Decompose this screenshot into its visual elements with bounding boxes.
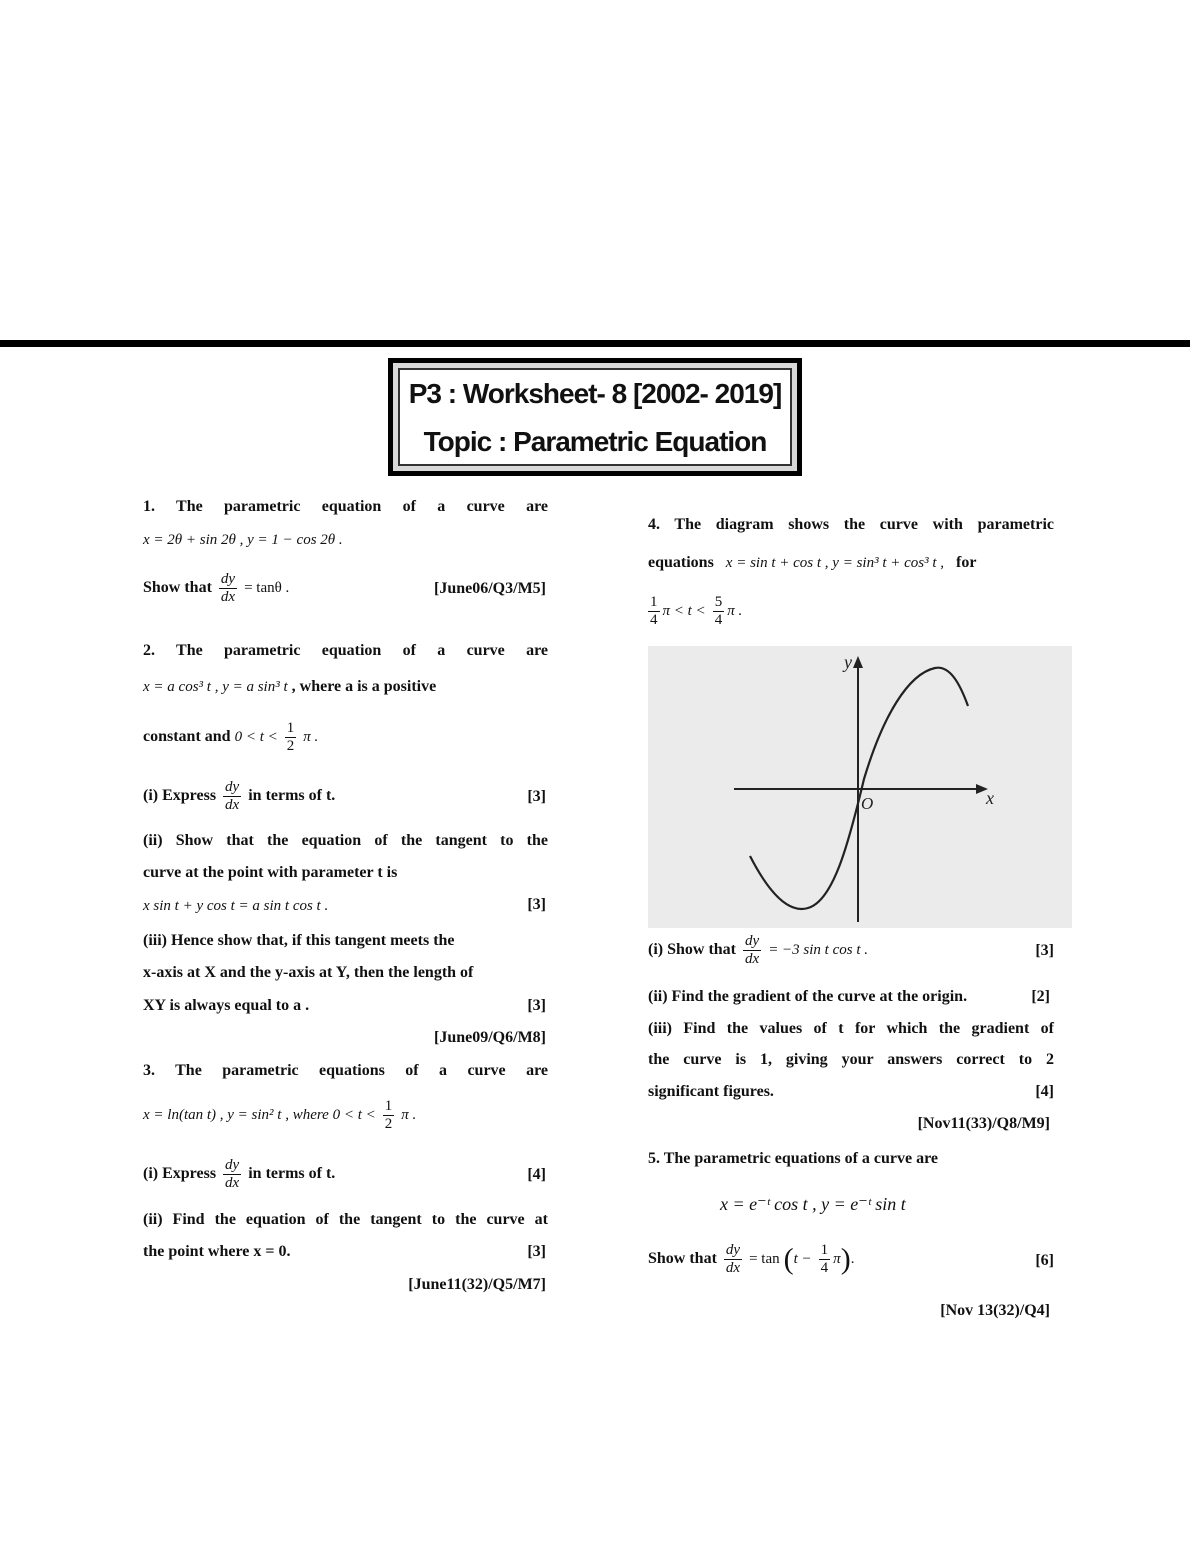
q4-part-i-marks: [3] (1035, 942, 1054, 959)
q4-part-i-derivative: $\frac{dy}{dx}$ (745, 932, 760, 967)
q4-intro: 4. The diagram shows the curve with parametric (648, 516, 1054, 533)
q2-equation-line (143, 678, 548, 696)
q2-tangent-equation: x sin t + y cos t = a sin t cos t . (143, 898, 329, 914)
q3-part-i-tail: in terms of t. (248, 1165, 336, 1182)
q1-reference: [June06/Q3/M5] (434, 580, 546, 597)
q2-part-iii-line2: x-axis at X and the y-axis at Y, then the length of (143, 964, 474, 981)
q5-open-paren: ( (783, 1242, 794, 1276)
q3-equation-line (143, 1096, 416, 1134)
q2-where: , where a is a positive (291, 678, 437, 695)
q4-part-ii: (ii) Find the gradient of the curve at the origin. (648, 988, 968, 1005)
q3-part-ii-line1: (ii) Find the equation of the tangent to the curve at (143, 1211, 548, 1228)
q4-range-mid: π < t < (662, 603, 706, 619)
q5-inner-t: t − (793, 1251, 812, 1267)
q5-rhs-pre: = tan (749, 1251, 780, 1267)
q3-part-i-label: (i) Express (143, 1165, 217, 1182)
origin-label: O (861, 794, 874, 813)
q1-equation: x = 2θ + sin 2θ , y = 1 − cos 2θ . (143, 532, 343, 548)
worksheet-title: P3 : Worksheet- 8 [2002- 2019] (408, 378, 782, 409)
q2-part-iii-line1: (iii) Hence show that, if this tangent meets the (143, 932, 455, 949)
q2-constant-label: constant and (143, 728, 231, 745)
q2-part-ii-line1: (ii) Show that the equation of the tangent to the (143, 832, 548, 849)
q5-reference: [Nov 13(32)/Q4] (940, 1302, 1050, 1319)
q4-for: for (956, 554, 977, 571)
top-rule (0, 340, 1190, 347)
q5-equation: x = e⁻ᵗ cos t , y = e⁻ᵗ sin t (720, 1194, 906, 1214)
q3-part-i (143, 1156, 335, 1192)
q3-reference: [June11(32)/Q5/M7] (408, 1276, 546, 1293)
y-axis-arrow (853, 656, 863, 668)
q2-part-i-label: (i) Express (143, 787, 217, 804)
q4-range-line (648, 592, 742, 630)
q4-range-quarter: $\frac{1}{4}$ (650, 593, 658, 628)
q1-show-label: Show that (143, 579, 212, 596)
q2-part-i-derivative: $\frac{dy}{dx}$ (225, 778, 240, 813)
title-box (388, 358, 802, 476)
q3-equation: x = ln(tan t) , y = sin² t , where 0 < t < (143, 1107, 376, 1123)
q4-part-ii-marks: [2] (1031, 988, 1050, 1005)
curve-diagram (648, 646, 1072, 928)
q4-part-iii-line1: (iii) Find the values of t for which the gradient of (648, 1020, 1054, 1037)
q2-part-ii-line2: curve at the point with parameter t is (143, 864, 398, 881)
q3-half: $\frac{1}{2}$ (384, 1097, 393, 1132)
q4-part-iii-line2: the curve is 1, giving your answers correct to 2 (648, 1051, 1054, 1068)
q2-part-ii-marks: [3] (527, 896, 546, 913)
q1-rhs: = tanθ . (244, 580, 290, 596)
q2-pi: π . (303, 729, 319, 745)
q2-intro: 2. The parametric equation of a curve are (143, 642, 548, 659)
q5-intro: 5. The parametric equations of a curve are (648, 1150, 939, 1167)
q4-range-five-quarters: $\frac{5}{4}$ (714, 593, 723, 628)
q4-part-i (648, 932, 868, 968)
q4-part-i-rhs: = −3 sin t cos t . (768, 942, 869, 958)
q2-range: 0 < t < (234, 729, 278, 745)
q2-part-iii-line3: XY is always equal to a . (143, 997, 310, 1014)
topic-title: Topic : Parametric Equation (423, 426, 767, 457)
q4-part-iii-marks: [4] (1035, 1083, 1054, 1100)
q3-intro: 3. The parametric equations of a curve are (143, 1062, 548, 1079)
q1-intro: 1. The parametric equation of a curve are (143, 498, 548, 515)
q3-part-i-marks: [4] (527, 1166, 546, 1183)
q5-inner-pi: π (833, 1251, 841, 1267)
q2-part-i-tail: in terms of t. (248, 787, 336, 804)
q4-reference: [Nov11(33)/Q8/M9] (917, 1115, 1050, 1132)
q1-show-that (143, 570, 289, 606)
q5-close-paren: ) (840, 1242, 851, 1276)
q4-eq-label: equations (648, 554, 714, 571)
y-axis-label: y (844, 652, 852, 672)
q2-reference: [June09/Q6/M8] (434, 1029, 546, 1046)
q2-part-i (143, 778, 335, 814)
q4-equation: x = sin t + cos t , y = sin³ t + cos³ t , (725, 555, 945, 571)
q5-quarter: $\frac{1}{4}$ (820, 1241, 829, 1276)
q2-part-i-marks: [3] (527, 788, 546, 805)
q2-equation: x = a cos³ t , y = a sin³ t (143, 679, 288, 695)
q3-part-ii-line2: the point where x = 0. (143, 1243, 291, 1260)
q4-part-iii-line3: significant figures. (648, 1083, 774, 1100)
q5-show-label: Show that (648, 1250, 717, 1267)
q4-equation-line (648, 554, 1054, 572)
x-axis-label: x (986, 788, 994, 808)
q5-derivative: $\frac{dy}{dx}$ (725, 1241, 741, 1276)
q5-marks: [6] (1035, 1252, 1054, 1269)
q2-part-iii-marks: [3] (527, 997, 546, 1014)
q2-half: $\frac{1}{2}$ (286, 719, 295, 754)
q4-part-i-label: (i) Show that (648, 941, 737, 958)
q1-derivative: $\frac{dy}{dx}$ (220, 570, 236, 605)
q3-pi: π . (401, 1107, 417, 1123)
q4-range-end: π . (727, 603, 743, 619)
q3-part-ii-marks: [3] (527, 1243, 546, 1260)
q5-rhs-end: . (850, 1251, 855, 1267)
q2-constant-line (143, 718, 318, 756)
q3-part-i-derivative: $\frac{dy}{dx}$ (225, 1156, 240, 1191)
q5-show-that (648, 1238, 854, 1280)
